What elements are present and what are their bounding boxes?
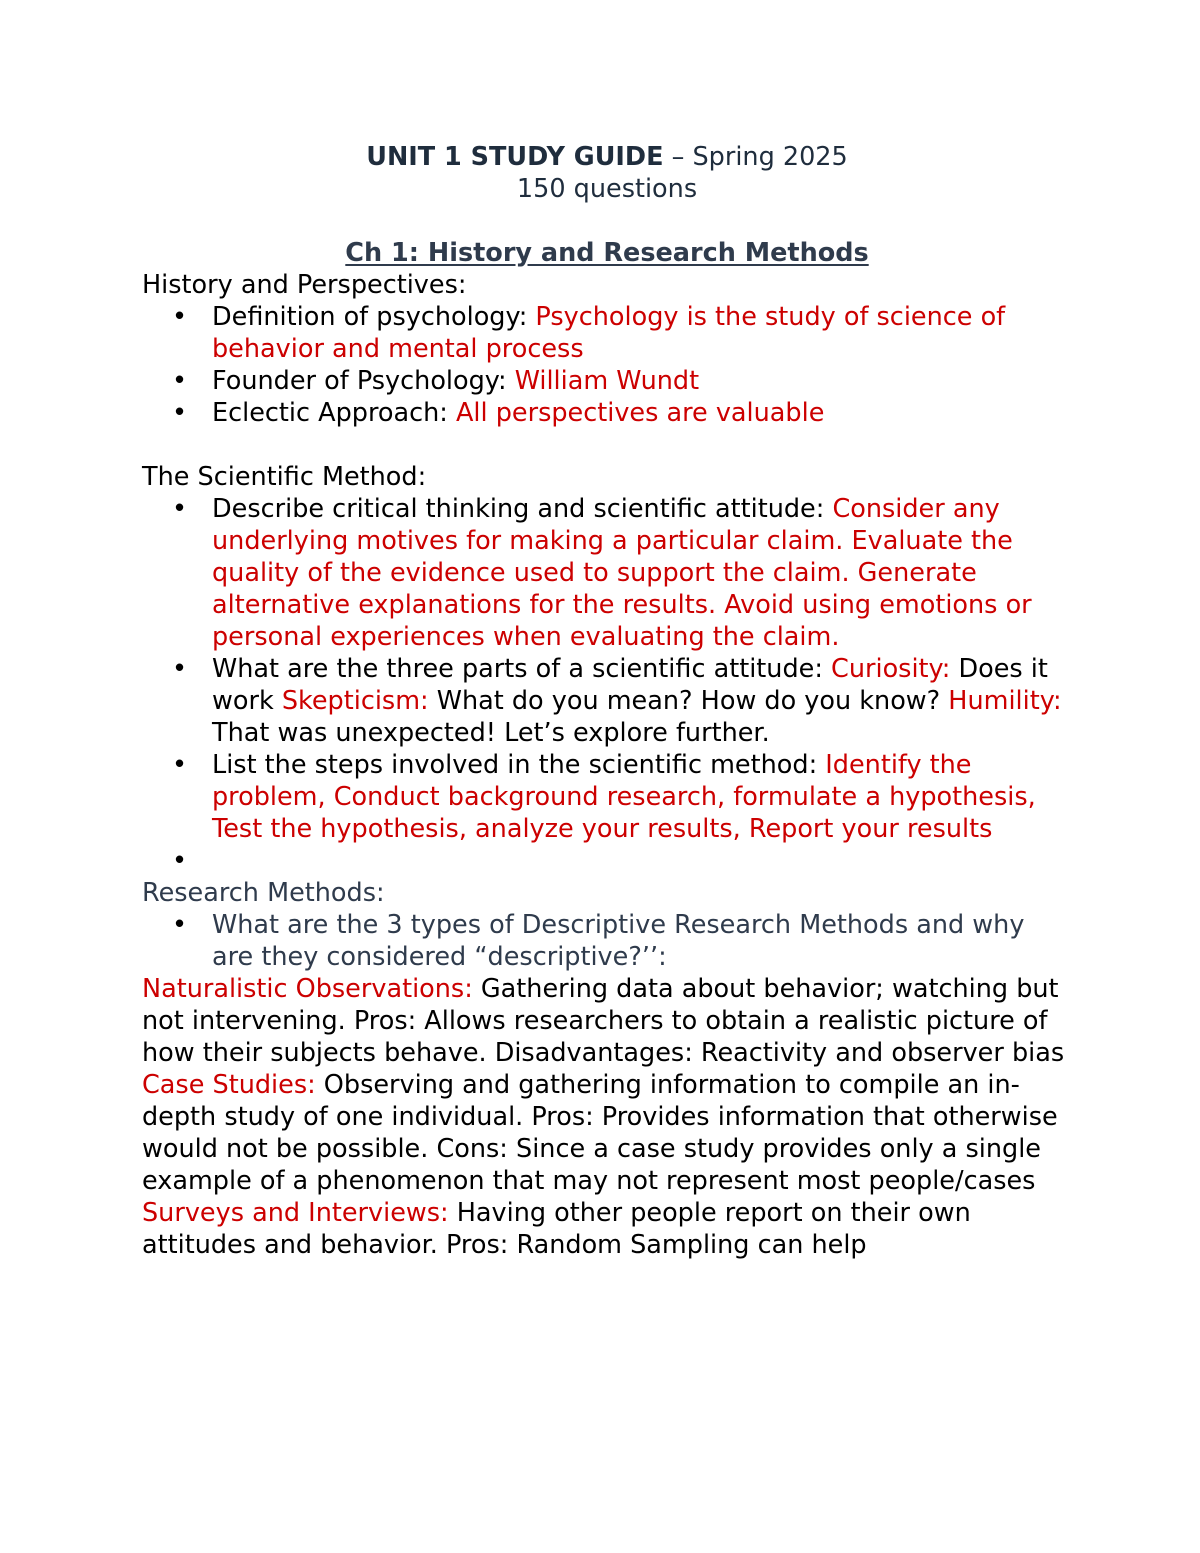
item-label: What are the three parts of a scientific attitude: [212, 654, 832, 684]
document-content [142, 141, 1072, 1261]
surveys-label: Surveys and Interviews: [142, 1198, 449, 1228]
item-label: Eclectic Approach: [212, 398, 456, 428]
skepticism-text: What do you mean? How do you know? [428, 686, 949, 716]
item-answer: Psychology is the study of science of behavior and mental process [212, 302, 1006, 364]
title-rest: – Spring 2025 [663, 142, 848, 172]
chapter-heading: Ch 1: History and Research Methods [345, 238, 869, 268]
item-label: Founder of Psychology: [212, 366, 515, 396]
skepticism-label: Skepticism: [281, 686, 429, 716]
case-studies-text: Observing and gathering information to compile an in-depth study of one individual. Pros: Provides information that otherwise would not be possible. Cons: Since a case study provides only a single example of a phenomenon that may not represent most people/cases [142, 1070, 1058, 1196]
surveys-paragraph [142, 1197, 1072, 1261]
list-item [142, 653, 1072, 749]
document-title [142, 141, 1072, 173]
item-answer: Consider any underlying motives for making a particular claim. Evaluate the quality of the evidence used to support the claim. Generate alternative explanations for the results. Avoid using emotions or personal experiences when evaluating the claim. [212, 494, 1032, 652]
document-subtitle: 150 questions [516, 174, 698, 204]
list-item [142, 397, 1072, 429]
item-label: Definition of psychology: [212, 302, 536, 332]
list-item [142, 493, 1072, 653]
item-answer: Identify the problem, Conduct background research, formulate a hypothesis, Test the hypothesis, analyze your results, Report your results [212, 750, 1036, 844]
curiosity-label: Curiosity: [831, 654, 951, 684]
naturalistic-text: Gathering data about behavior; watching but not intervening. Pros: Allows researchers to obtain a realistic picture of how their subjects behave. Disadvantages: Reactivity and observer bias [142, 974, 1065, 1068]
list-item [142, 365, 1072, 397]
title-bold: UNIT 1 STUDY GUIDE [366, 142, 664, 172]
case-studies-paragraph [142, 1069, 1072, 1197]
item-label: Describe critical thinking and scientific attitude: [212, 494, 833, 524]
item-answer: William Wundt [514, 366, 700, 396]
humility-text: That was unexpected! Let’s explore further. [212, 718, 770, 748]
list-item: • What are the 3 types of Descriptive Research Methods and why are they considered “descriptive?’’: [142, 909, 1072, 973]
scientific-method-heading: The Scientific Method: [142, 462, 427, 492]
empty-list-item [142, 845, 1072, 877]
scientific-method-list [142, 493, 1072, 877]
blank-line [142, 429, 1072, 461]
surveys-text: Having other people report on their own attitudes and behavior. Pros: Random Sampling can help [142, 1198, 971, 1260]
item-label: List the steps involved in the scientific method: [212, 750, 826, 780]
history-list [142, 301, 1072, 429]
naturalistic-label: Naturalistic Observations: [142, 974, 473, 1004]
naturalistic-paragraph [142, 973, 1072, 1069]
case-studies-label: Case Studies: [142, 1070, 316, 1100]
research-methods-list [142, 909, 1072, 973]
item-answer: All perspectives are valuable [455, 398, 825, 428]
history-heading: History and Perspectives: [142, 270, 467, 300]
curiosity-text: Does it work [212, 654, 1048, 716]
list-item [142, 749, 1072, 845]
blank-line [142, 205, 1072, 237]
research-methods-heading: Research Methods: [142, 878, 385, 908]
humility-label: Humility: [948, 686, 1062, 716]
list-item [142, 301, 1072, 365]
